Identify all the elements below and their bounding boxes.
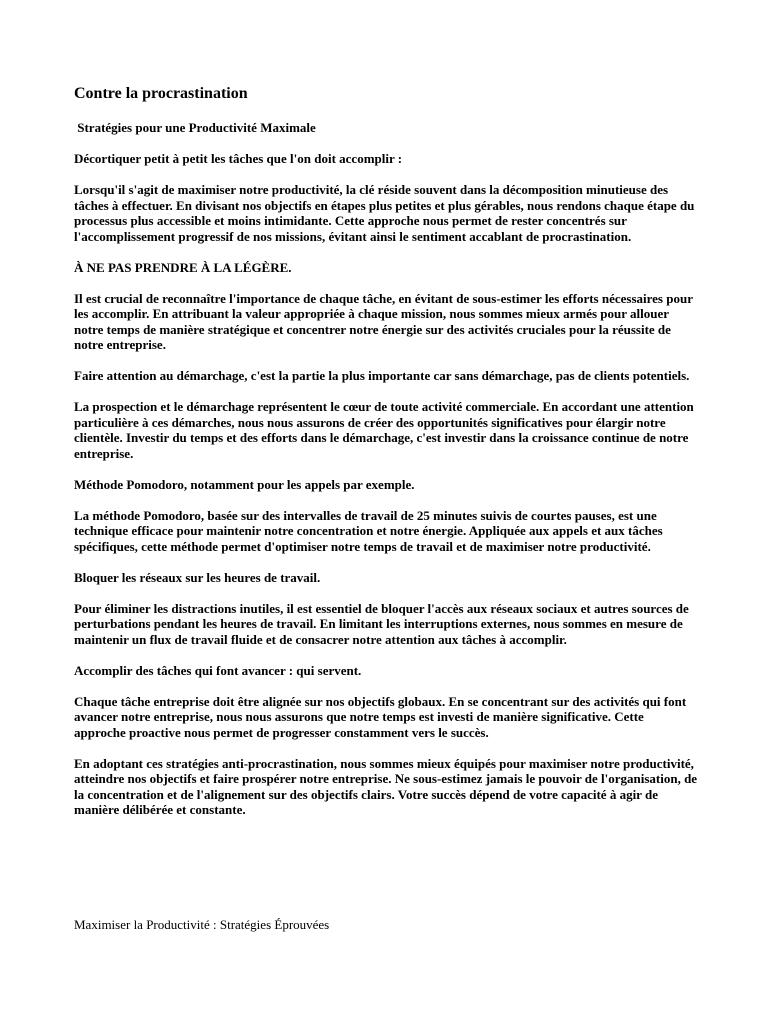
paragraph-pomodoro-heading: Méthode Pomodoro, notamment pour les appels par exemple. [74,476,415,492]
document-title: Contre la procrastination [74,85,248,102]
document-subtitle: Stratégies pour une Productivité Maximale [74,120,316,135]
paragraph-progress-body: Chaque tâche entreprise doit être alignée sur nos objectifs globaux. En se concentrant sur des activités qui font avancer notre entreprise, nous nous assurons que notre temps est investi de manière significative. Cette approche proactive nous permet de progresser constamment vers le succès. [74,693,687,740]
document-footer: Maximiser la Productivité : Stratégies Éprouvées [74,917,330,932]
paragraph-prospecting-heading: Faire attention au démarchage, c'est la partie la plus importante car sans démarchage, pas de clients potentiels. [74,368,690,383]
paragraph-progress-heading: Accomplir des tâches qui font avancer : qui servent. [74,662,362,678]
paragraph-importance-heading: À NE PAS PRENDRE À LA LÉGÈRE. [74,259,292,275]
paragraph-networks-body: Pour éliminer les distractions inutiles, il est essentiel de bloquer l'accès aux réseaux sociaux et autres sources de perturbations pendant les heures de travail. En limitant les interruptions externes, nous sommes en mesure de maintenir un flux de travail fluide et de consacrer notre attention aux tâches à accomplir. [74,600,689,647]
paragraph-conclusion: En adoptant ces stratégies anti-procrastination, nous sommes mieux équipés pour maximiser notre productivité, atteindre nos objectifs et faire prospérer notre entreprise. Ne sous-estimez jamais le pouvoir de l'organisation, de la concentration et de l'alignement sur des objectifs clairs. Votre succès dépend de votre capacité à agir de manière délibérée et constante. [74,755,698,817]
paragraph-importance-body: Il est crucial de reconnaître l'importance de chaque tâche, en évitant de sous-estimer les efforts nécessaires pour les accomplir. En attribuant la valeur appropriée à chaque mission, nous sommes mieux armés pour allouer notre temps de manière stratégique et concentrer notre énergie sur des activités cruciales pour la réussite de notre entreprise. [74,290,693,352]
paragraph-pomodoro-body: La méthode Pomodoro, basée sur des intervalles de travail de 25 minutes suivis de courtes pauses, est une technique efficace pour maintenir notre concentration et notre énergie. Appliquée aux appels et aux tâches spécifiques, cette méthode permet d'optimiser notre temps de travail et de maximiser notre productivité. [74,507,663,554]
paragraph-networks-heading: Bloquer les réseaux sur les heures de travail. [74,569,321,585]
document-body [74,84,698,833]
paragraph-tasks-heading: Décortiquer petit à petit les tâches que l'on doit accomplir : [74,151,403,166]
paragraph-tasks-body: Lorsqu'il s'agit de maximiser notre productivité, la clé réside souvent dans la décomposition minutieuse des tâches à effectuer. En divisant nos objectifs en étapes plus petites et plus gérables, nous rendons chaque étape du processus plus accessible et moins intimidante. Cette approche nous permet de rester concentrés sur l'accomplissement progressif de nos missions, évitant ainsi le sentiment accablant de procrastination. [74,182,695,244]
paragraph-prospecting-body: La prospection et le démarchage représentent le cœur de toute activité commerciale. En accordant une attention particulière à ces démarches, nous nous assurons de créer des opportunités significatives pour élargir notre clientèle. Investir du temps et des efforts dans le démarchage, c'est investir dans la croissance continue de notre entreprise. [74,399,694,461]
